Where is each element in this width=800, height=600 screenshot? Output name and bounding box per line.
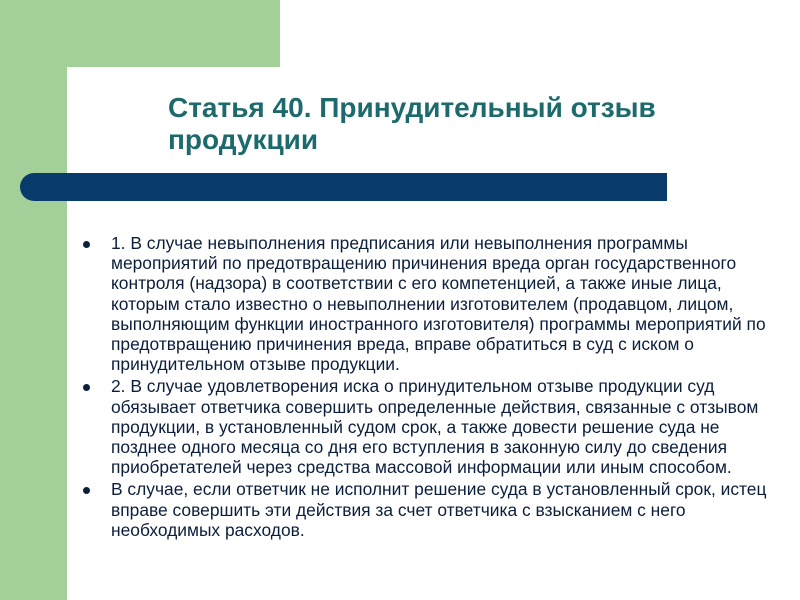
background-left-band (0, 0, 67, 600)
title-divider-bar (20, 173, 667, 201)
bullet-list (80, 233, 788, 542)
bullet-text: В случае, если ответчик не исполнит решение суда в установленный срок, истец вправе совершить эти действия за счет ответчика с взысканием с него необходимых расходов. (111, 479, 767, 540)
bullet-text: 2. В случае удовлетворения иска о принудительном отзыве продукции суд обязывает ответчика совершить определенные действия, связанные с отзывом продукции, в установленный судом срок, а также довести решение суда не позднее одного месяца со дня его вступления в законную силу до сведения приобретателей через средства массовой информации или иным способом. (111, 376, 759, 478)
bullet-text: 1. В случае невыполнения предписания или невыполнения программы мероприятий по предотвращению причинения вреда орган государственного контроля (надзора) в соответствии с его компетенцией, а также иные лица, которым стало известно о невыполнении изготовителем (продавцом, лицом, выполняющим функции иностранного изготовителя) программы мероприятий по предотвращению причинения вреда, вправе обратиться в суд с иском о принудительном отзыве продукции. (111, 233, 766, 375)
bullet-item-3 (80, 479, 788, 540)
slide-title: Статья 40. Принудительный отзыв продукции (168, 92, 656, 155)
background-top-band (0, 0, 280, 67)
bullet-item-1 (80, 233, 788, 374)
bullet-dot-icon (83, 241, 90, 248)
bullet-item-2 (80, 376, 788, 477)
bullet-dot-icon (83, 384, 90, 391)
bullet-dot-icon (83, 487, 90, 494)
